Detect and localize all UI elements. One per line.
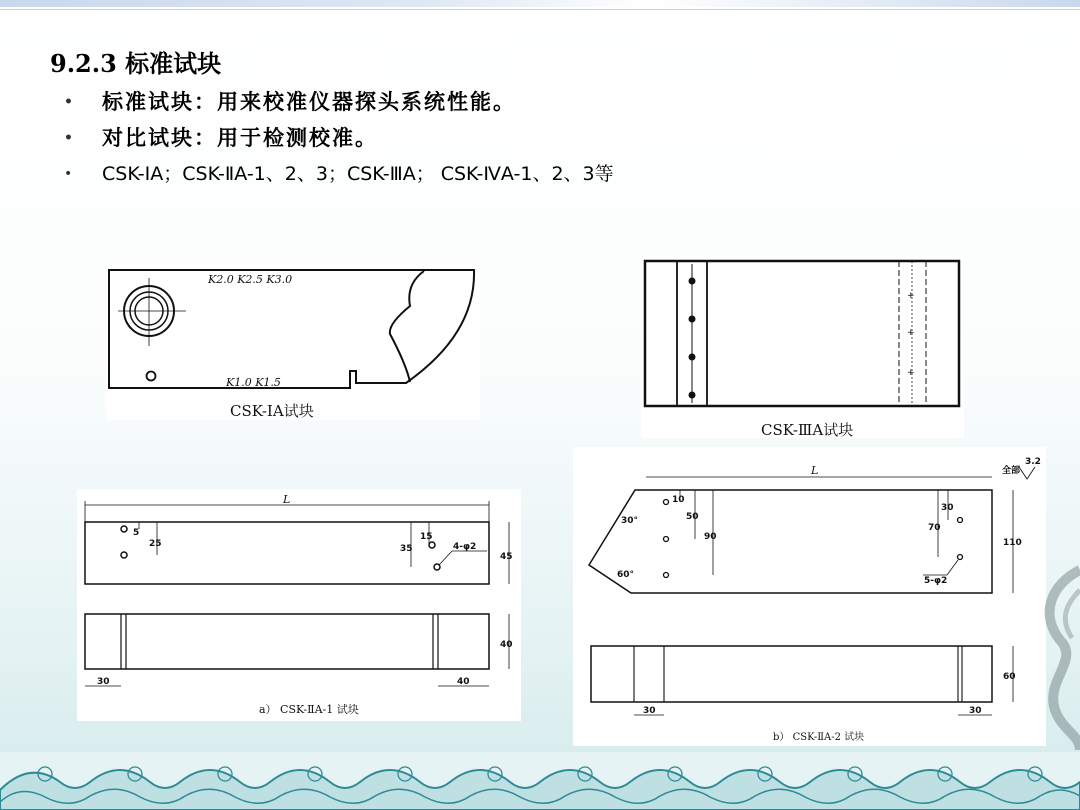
bullet-item — [64, 84, 614, 120]
bullet-text: 对比试块：用于检测校准。 — [102, 125, 378, 150]
bullet-dot-icon: • — [64, 166, 73, 182]
dragon-decor-icon — [1030, 560, 1080, 760]
top-decor-line — [0, 9, 1080, 10]
csk-1a-drawing — [106, 264, 480, 420]
bullet-item — [64, 120, 614, 156]
csk-2a-1-dim-15: 15 — [420, 532, 433, 542]
csk-3a-caption: CSK-ⅢA试块 — [761, 421, 854, 439]
csk-2a-1-dim-45: 45 — [500, 552, 513, 562]
csk-2a-1-dim-40-side: 40 — [500, 640, 513, 650]
csk-2a-2-drawing — [573, 447, 1046, 746]
bullet-dot-icon: • — [64, 130, 75, 146]
csk-2a-1-caption: a） CSK-ⅡA-1 试块 — [259, 703, 359, 716]
bullet-text: CSK-ⅠA；CSK-ⅡA-1、2、3；CSK-ⅢA； CSK-ⅣA-1、2、3等 — [102, 163, 614, 185]
csk-2a-1-dim-30: 30 — [97, 677, 110, 687]
csk-1a-label-top: K2.0 K2.5 K3.0 — [208, 273, 293, 286]
csk-2a-1-dim-5: 5 — [133, 528, 140, 538]
svg-text:+: + — [907, 368, 915, 378]
figure-csk-3a — [641, 256, 964, 438]
csk-2a-2-angle-30: 30° — [621, 516, 639, 526]
csk-2a-2-dim-L: L — [811, 464, 819, 477]
bullet-list — [64, 84, 614, 192]
csk-2a-2-dim-10: 10 — [672, 495, 685, 505]
svg-text:+: + — [907, 291, 915, 301]
csk-2a-2-dim-30-right: 30 — [969, 706, 982, 716]
csk-2a-1-dim-35: 35 — [400, 544, 413, 554]
csk-2a-1-dim-25: 25 — [149, 539, 162, 549]
bullet-item — [64, 156, 614, 192]
bullet-text: 标准试块：用来校准仪器探头系统性能。 — [102, 89, 516, 114]
csk-2a-2-dim-110: 110 — [1003, 538, 1022, 548]
csk-2a-2-dim-60: 60 — [1003, 672, 1016, 682]
csk-2a-2-dim-30-top: 30 — [941, 503, 954, 513]
csk-2a-2-dim-90: 90 — [704, 532, 717, 542]
svg-text:+: + — [907, 328, 915, 338]
csk-2a-2-dim-30-left: 30 — [643, 706, 656, 716]
csk-2a-2-dim-70: 70 — [928, 523, 941, 533]
csk-2a-2-dim-50: 50 — [686, 512, 699, 522]
csk-2a-1-dim-40-bottom: 40 — [457, 677, 470, 687]
bullet-dot-icon: • — [64, 94, 75, 110]
figure-csk-1a — [106, 264, 480, 420]
csk-2a-2-angle-60: 60° — [617, 570, 635, 580]
csk-2a-1-drawing — [77, 489, 521, 721]
csk-2a-2-finish-label: 全部 — [1002, 466, 1021, 476]
slide-title: 9.2.3 标准试块 — [50, 49, 222, 78]
csk-2a-2-finish-value: 3.2 — [1025, 457, 1041, 467]
csk-2a-1-dim-L: L — [283, 493, 291, 506]
waves-decor-icon — [0, 752, 1080, 810]
top-decor-bar — [0, 0, 1080, 7]
csk-2a-1-dim-holes: 4-φ2 — [453, 542, 477, 552]
csk-1a-label-bottom: K1.0 K1.5 — [226, 376, 281, 389]
csk-1a-caption: CSK-ⅠA试块 — [230, 402, 314, 420]
figure-csk-2a-2 — [573, 447, 1046, 746]
figure-csk-2a-1 — [77, 489, 521, 721]
csk-2a-2-dim-holes: 5-φ2 — [924, 576, 948, 586]
csk-2a-2-caption: b） CSK-ⅡA-2 试块 — [773, 732, 865, 743]
csk-3a-drawing — [641, 256, 964, 438]
